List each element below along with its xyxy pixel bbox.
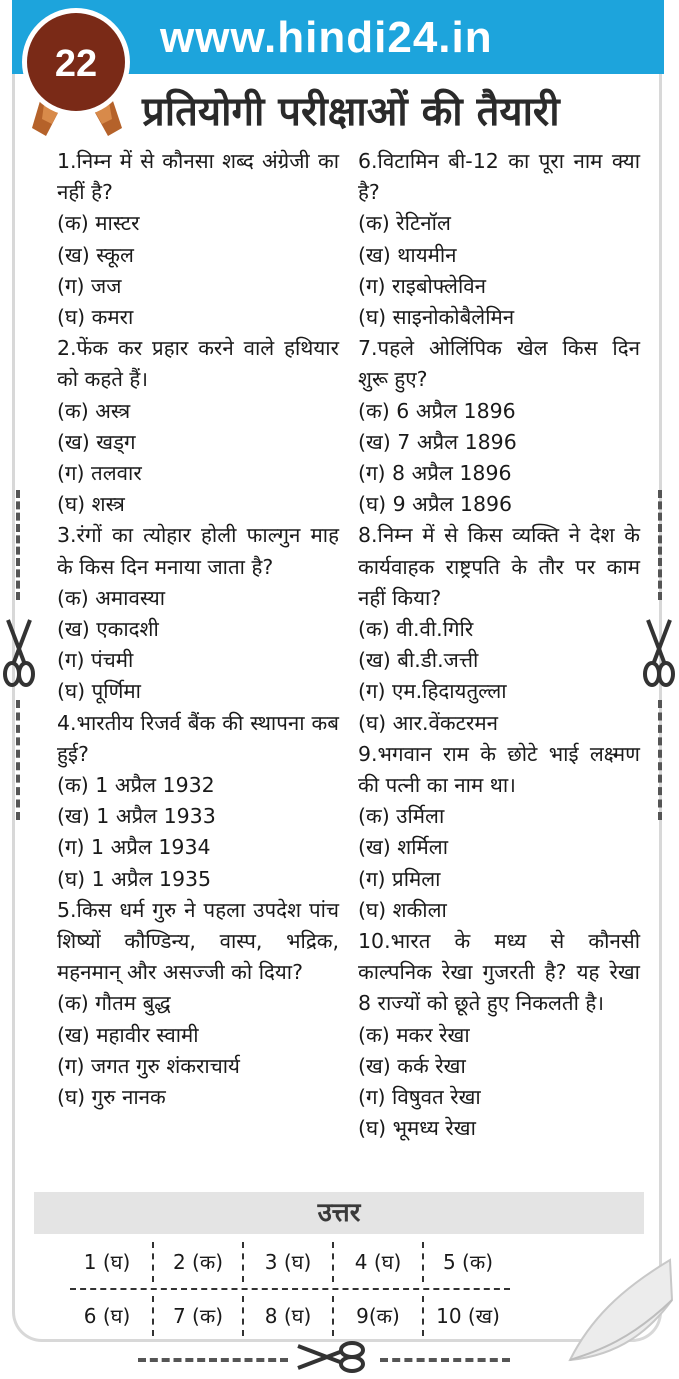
question-text: 7.पहले ओलिंपिक खेल किस दिन शुरू हुए?: [358, 336, 640, 392]
option-text: (क) 6 अप्रैल 1896: [358, 398, 516, 423]
option-text: (ख) बी.डी.जत्ती: [358, 648, 479, 673]
option-text: (घ) पूर्णिमा: [57, 679, 141, 704]
question-text: 6.विटामिन बी-12 का पूरा नाम क्या है?: [358, 149, 640, 205]
scissors-icon: [642, 618, 676, 690]
option-text: (ख) 1 अप्रैल 1933: [57, 804, 216, 829]
option-text: (ग) प्रमिला: [358, 866, 441, 891]
answer-cell: 7 (क): [152, 1296, 242, 1336]
question-text: 4.भारतीय रिजर्व बैंक की स्थापना कब हुई?: [57, 710, 339, 766]
option-text: (ख) कर्क रेखा: [358, 1053, 466, 1078]
page-curl: [560, 1250, 679, 1379]
answers-row-2: [62, 1296, 512, 1336]
option-text: (क) गौतम बुद्ध: [57, 991, 171, 1016]
option-text: (क) रेटिनॉल: [358, 211, 451, 236]
option-text: (घ) आर.वेंकटरमन: [358, 710, 498, 735]
option-text: (क) मास्टर: [57, 211, 140, 236]
question-text: 9.भगवान राम के छोटे भाई लक्ष्मण की पत्नी का नाम था।: [358, 741, 640, 798]
option-text: (ग) 8 अप्रैल 1896: [358, 461, 512, 486]
answer-cell: 1 (घ): [83, 1250, 131, 1274]
option-text: (घ) गुरु नानक: [57, 1085, 166, 1110]
option-text: (घ) कमरा: [57, 305, 134, 330]
questions-left-column: [57, 146, 339, 1113]
question-text: 5.किस धर्म गुरु ने पहला उपदेश पांच शिष्यों कौण्डिन्य, वास्प, भद्रिक, महनमान् और असज्जी को दिया?: [57, 897, 339, 985]
option-text: (ग) जगत गुरु शंकराचार्य: [57, 1053, 240, 1078]
option-text: (ख) स्कूल: [57, 242, 134, 267]
option-text: (ख) थायमीन: [358, 242, 457, 267]
cut-line-right-top: [658, 490, 662, 600]
answer-cell: 10 (ख): [422, 1296, 512, 1336]
option-text: (ग) जज: [57, 273, 122, 298]
answer-cell: 9(क): [332, 1296, 422, 1336]
questions-right-column: [358, 146, 640, 1145]
option-text: (ग) राइबोफ्लेविन: [358, 273, 487, 298]
option-text: (ख) महावीर स्वामी: [57, 1022, 199, 1047]
option-text: (ख) 7 अप्रैल 1896: [358, 429, 517, 454]
question-text: 8.निम्न में से किस व्यक्ति ने देश के कार्यवाहक राष्ट्रपति के तौर पर काम नहीं किया?: [358, 523, 640, 610]
option-text: (ख) खड्ग: [57, 429, 136, 454]
option-text: (क) वी.वी.गिरि: [358, 617, 474, 642]
question-text: 10.भारत के मध्य से कौनसी काल्पनिक रेखा गुजरती है? यह रेखा 8 राज्यों को छूते हुए निकलती है।: [358, 929, 640, 1016]
scissors-icon: [296, 1340, 370, 1374]
cut-line-bottom-left: [138, 1358, 288, 1362]
answer-cell: 2 (क): [152, 1242, 242, 1282]
cut-line-bottom-right: [380, 1358, 510, 1362]
page-badge: [18, 4, 138, 144]
answer-cell: 8 (घ): [242, 1296, 332, 1336]
option-text: (घ) 1 अप्रैल 1935: [57, 866, 212, 891]
question-text: 2.फेंक कर प्रहार करने वाले हथियार को कहते हैं।: [57, 336, 339, 392]
option-text: (ख) एकादशी: [57, 617, 159, 642]
option-text: (ग) विषुवत रेखा: [358, 1085, 481, 1110]
cut-line-right-bottom: [658, 700, 662, 820]
answer-cell: 5 (क): [422, 1242, 512, 1282]
option-text: (ग) पंचमी: [57, 648, 134, 673]
option-text: (घ) 9 अप्रैल 1896: [358, 492, 513, 517]
option-text: (क) अमावस्या: [57, 585, 166, 610]
answer-cell: 3 (घ): [242, 1242, 332, 1282]
option-text: (ग) एम.हिदायतुल्ला: [358, 679, 507, 704]
option-text: (क) उर्मिला: [358, 804, 445, 829]
page-number: 22: [54, 43, 98, 85]
answers-divider: [70, 1288, 510, 1290]
cut-line-left-top: [16, 490, 20, 600]
option-text: (ग) तलवार: [57, 461, 142, 486]
site-url[interactable]: www.hindi24.in: [160, 13, 493, 62]
page-title: प्रतियोगी परीक्षाओं की तैयारी: [142, 89, 560, 135]
option-text: (घ) भूमध्य रेखा: [358, 1116, 476, 1141]
option-text: (घ) साइनोकोबैलेमिन: [358, 305, 515, 330]
scissors-icon: [2, 618, 36, 690]
option-text: (क) अस्त्र: [57, 398, 131, 423]
answer-cell: 4 (घ): [332, 1242, 422, 1282]
answer-cell: 6 (घ): [83, 1304, 131, 1328]
cut-line-left-bottom: [16, 700, 20, 820]
question-text: 1.निम्न में से कौनसा शब्द अंग्रेजी का नहीं है?: [57, 149, 339, 205]
question-text: 3.रंगों का त्योहार होली फाल्गुन माह के किस दिन मनाया जाता है?: [57, 523, 339, 579]
answers-row-1: [62, 1242, 512, 1282]
answers-heading: उत्तर: [34, 1192, 644, 1234]
option-text: (ग) 1 अप्रैल 1934: [57, 835, 211, 860]
option-text: (क) 1 अप्रैल 1932: [57, 773, 215, 798]
option-text: (घ) शस्त्र: [57, 492, 125, 517]
option-text: (ख) शर्मिला: [358, 835, 448, 860]
option-text: (क) मकर रेखा: [358, 1022, 470, 1047]
option-text: (घ) शकीला: [358, 897, 447, 922]
